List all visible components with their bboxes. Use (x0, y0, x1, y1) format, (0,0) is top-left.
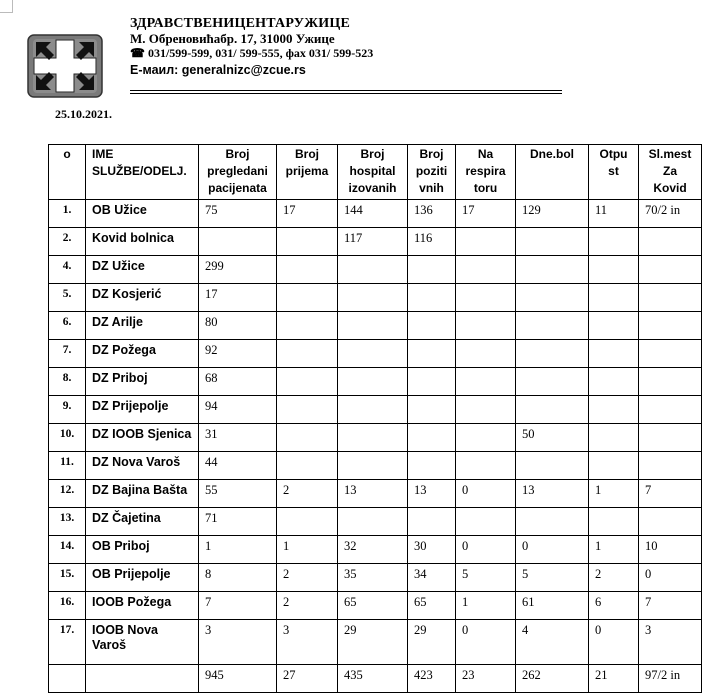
cell-hospitalized (338, 340, 408, 368)
cell-covid-beds: 7 (639, 592, 702, 620)
row-number: 5. (49, 284, 86, 312)
table-row (49, 228, 702, 256)
cell-examined: 68 (199, 368, 277, 396)
cell-covid-beds (639, 396, 702, 424)
cell-examined: 92 (199, 340, 277, 368)
cell-discharged (589, 256, 639, 284)
header-rule (130, 90, 562, 91)
row-service-name: DZ IOOB Sjenica (86, 424, 199, 452)
report-table (48, 144, 702, 693)
cell-hospitalized (338, 368, 408, 396)
cell-admissions (277, 368, 338, 396)
cell-discharged: 2 (589, 564, 639, 592)
cell-admissions (277, 340, 338, 368)
cell-discharged (589, 368, 639, 396)
page-corner-mark (0, 0, 13, 13)
cell-examined: 44 (199, 452, 277, 480)
header-rule-second (130, 93, 562, 94)
cell-respirator (456, 340, 516, 368)
row-service-name: OB Priboj (86, 536, 199, 564)
cell-respirator: 17 (456, 200, 516, 228)
cell-discharged: 0 (589, 620, 639, 665)
org-email: Е-маил: generalnizc@zcue.rs (130, 63, 306, 77)
cell-examined: 299 (199, 256, 277, 284)
cell-examined: 1 (199, 536, 277, 564)
row-number: 16. (49, 592, 86, 620)
col-header-discharged: Otpu st (589, 145, 639, 200)
table-row (49, 536, 702, 564)
cell-discharged: 1 (589, 536, 639, 564)
cell-covid-beds (639, 424, 702, 452)
cell-respirator (456, 368, 516, 396)
cell-admissions (277, 228, 338, 256)
table-row (49, 368, 702, 396)
cell-discharged: 21 (589, 665, 639, 693)
row-number (49, 665, 86, 693)
cell-positive: 136 (408, 200, 456, 228)
row-number: 10. (49, 424, 86, 452)
row-service-name: DZ Užice (86, 256, 199, 284)
cell-hospital-days: 4 (516, 620, 589, 665)
row-service-name: Kovid bolnica (86, 228, 199, 256)
cell-discharged (589, 228, 639, 256)
cell-hospitalized: 144 (338, 200, 408, 228)
cell-examined: 55 (199, 480, 277, 508)
cell-covid-beds: 10 (639, 536, 702, 564)
cell-admissions: 2 (277, 480, 338, 508)
row-service-name: DZ Arilje (86, 312, 199, 340)
col-header-respirator: Na respira toru (456, 145, 516, 200)
table-row (49, 452, 702, 480)
table-row (49, 592, 702, 620)
cell-positive (408, 312, 456, 340)
org-address: М. Обреновићабр. 17, 31000 Ужице (130, 31, 335, 46)
cell-hospital-days (516, 256, 589, 284)
cell-positive (408, 256, 456, 284)
cell-covid-beds (639, 452, 702, 480)
row-number: 15. (49, 564, 86, 592)
col-header-positive: Broj poziti vnih (408, 145, 456, 200)
cell-examined: 71 (199, 508, 277, 536)
row-service-name: DZ Požega (86, 340, 199, 368)
table-row (49, 340, 702, 368)
cell-admissions (277, 424, 338, 452)
cell-hospital-days: 5 (516, 564, 589, 592)
cell-hospital-days (516, 396, 589, 424)
cell-hospitalized (338, 256, 408, 284)
cell-covid-beds (639, 340, 702, 368)
row-service-name: OB Prijepolje (86, 564, 199, 592)
cell-positive (408, 284, 456, 312)
table-row (49, 620, 702, 665)
cell-covid-beds: 3 (639, 620, 702, 665)
row-service-name: DZ Bajina Bašta (86, 480, 199, 508)
document-date: 25.10.2021. (55, 107, 112, 121)
cell-discharged (589, 284, 639, 312)
cell-hospital-days: 13 (516, 480, 589, 508)
cell-examined: 7 (199, 592, 277, 620)
org-phone: ☎ 031/599-599, 031/ 599-555, фах 031/ 599-523 (130, 46, 374, 60)
cell-hospitalized (338, 312, 408, 340)
cell-positive: 29 (408, 620, 456, 665)
cell-hospitalized (338, 424, 408, 452)
cell-admissions: 1 (277, 536, 338, 564)
row-service-name: DZ Priboj (86, 368, 199, 396)
row-service-name: DZ Nova Varoš (86, 452, 199, 480)
cell-discharged: 1 (589, 480, 639, 508)
cell-hospitalized: 35 (338, 564, 408, 592)
cell-admissions (277, 452, 338, 480)
cell-respirator (456, 396, 516, 424)
cell-covid-beds (639, 368, 702, 396)
cell-hospital-days (516, 284, 589, 312)
cell-discharged (589, 452, 639, 480)
cell-covid-beds: 70/2 in (639, 200, 702, 228)
cell-covid-beds (639, 508, 702, 536)
table-row (49, 480, 702, 508)
row-number: 13. (49, 508, 86, 536)
cell-respirator (456, 508, 516, 536)
row-number: 12. (49, 480, 86, 508)
cell-discharged (589, 396, 639, 424)
table-row (49, 200, 702, 228)
cell-covid-beds: 7 (639, 480, 702, 508)
cell-hospitalized: 29 (338, 620, 408, 665)
cell-admissions (277, 284, 338, 312)
cell-hospital-days: 0 (516, 536, 589, 564)
cell-respirator (456, 424, 516, 452)
col-header-admissions: Broj prijema (277, 145, 338, 200)
cell-positive: 34 (408, 564, 456, 592)
row-service-name: IOOB Nova Varoš (86, 620, 199, 665)
cell-respirator (456, 256, 516, 284)
cell-positive: 13 (408, 480, 456, 508)
cell-hospitalized (338, 452, 408, 480)
cell-hospitalized: 117 (338, 228, 408, 256)
table-row (49, 508, 702, 536)
row-number: 8. (49, 368, 86, 396)
cell-admissions: 2 (277, 564, 338, 592)
cell-examined: 17 (199, 284, 277, 312)
row-number: 2. (49, 228, 86, 256)
cell-respirator (456, 228, 516, 256)
cell-admissions (277, 256, 338, 284)
col-header-service: IME SLUŽBE/ODELJ. (86, 145, 199, 200)
cell-hospital-days (516, 312, 589, 340)
row-number: 4. (49, 256, 86, 284)
cell-examined: 945 (199, 665, 277, 693)
cell-examined: 80 (199, 312, 277, 340)
cell-discharged: 6 (589, 592, 639, 620)
cell-respirator: 0 (456, 620, 516, 665)
table-total-row (49, 665, 702, 693)
cell-positive (408, 368, 456, 396)
cell-admissions: 17 (277, 200, 338, 228)
cell-positive: 65 (408, 592, 456, 620)
cell-admissions (277, 312, 338, 340)
cell-discharged (589, 424, 639, 452)
cell-hospitalized (338, 284, 408, 312)
cell-hospitalized (338, 508, 408, 536)
table-row (49, 256, 702, 284)
cell-hospital-days (516, 228, 589, 256)
cell-admissions: 3 (277, 620, 338, 665)
row-number: 6. (49, 312, 86, 340)
col-header-number: o (49, 145, 86, 200)
cell-examined: 8 (199, 564, 277, 592)
cell-discharged (589, 508, 639, 536)
table-row (49, 564, 702, 592)
cell-respirator: 0 (456, 480, 516, 508)
col-header-examined: Broj pregledani pacijenata (199, 145, 277, 200)
cell-hospital-days: 262 (516, 665, 589, 693)
cell-hospital-days (516, 368, 589, 396)
row-service-name: DZ Kosjerić (86, 284, 199, 312)
cell-respirator (456, 452, 516, 480)
row-number: 14. (49, 536, 86, 564)
cell-respirator: 1 (456, 592, 516, 620)
row-number: 11. (49, 452, 86, 480)
cell-positive (408, 452, 456, 480)
cell-examined: 31 (199, 424, 277, 452)
cell-hospitalized (338, 396, 408, 424)
cell-respirator: 0 (456, 536, 516, 564)
cell-hospital-days: 50 (516, 424, 589, 452)
cell-covid-beds: 97/2 in (639, 665, 702, 693)
row-number: 17. (49, 620, 86, 665)
cell-discharged (589, 312, 639, 340)
cell-hospital-days (516, 508, 589, 536)
cell-examined: 3 (199, 620, 277, 665)
row-service-name: IOOB Požega (86, 592, 199, 620)
cell-covid-beds (639, 284, 702, 312)
cell-hospital-days (516, 452, 589, 480)
table-header-row (49, 145, 702, 200)
org-name: ЗДРАВСТВЕНИЦЕНТАРУЖИЦЕ (130, 16, 350, 31)
cell-covid-beds (639, 228, 702, 256)
cell-respirator: 23 (456, 665, 516, 693)
cell-respirator (456, 312, 516, 340)
cell-positive: 423 (408, 665, 456, 693)
cell-covid-beds (639, 256, 702, 284)
row-service-name (86, 665, 199, 693)
cell-hospitalized: 13 (338, 480, 408, 508)
cell-respirator: 5 (456, 564, 516, 592)
row-service-name: OB Užice (86, 200, 199, 228)
cell-covid-beds (639, 312, 702, 340)
cell-hospital-days: 129 (516, 200, 589, 228)
cell-positive (408, 396, 456, 424)
cell-positive: 30 (408, 536, 456, 564)
cell-admissions: 27 (277, 665, 338, 693)
cell-hospitalized: 32 (338, 536, 408, 564)
table-row (49, 424, 702, 452)
cell-covid-beds: 0 (639, 564, 702, 592)
cell-hospital-days: 61 (516, 592, 589, 620)
cell-examined (199, 228, 277, 256)
cell-examined: 75 (199, 200, 277, 228)
cell-respirator (456, 284, 516, 312)
cell-discharged (589, 340, 639, 368)
row-number: 7. (49, 340, 86, 368)
table-row (49, 396, 702, 424)
cell-admissions: 2 (277, 592, 338, 620)
cell-positive (408, 424, 456, 452)
cell-admissions (277, 508, 338, 536)
col-header-hospitalized: Broj hospital izovanih (338, 145, 408, 200)
cell-positive (408, 508, 456, 536)
cell-hospital-days (516, 340, 589, 368)
cell-hospitalized: 65 (338, 592, 408, 620)
letterhead (130, 16, 373, 78)
cell-positive (408, 340, 456, 368)
cell-discharged: 11 (589, 200, 639, 228)
row-number: 1. (49, 200, 86, 228)
row-service-name: DZ Čajetina (86, 508, 199, 536)
col-header-covid-beds: Sl.mest Za Kovid (639, 145, 702, 200)
table-row (49, 284, 702, 312)
table-row (49, 312, 702, 340)
cell-hospitalized: 435 (338, 665, 408, 693)
cell-examined: 94 (199, 396, 277, 424)
row-number: 9. (49, 396, 86, 424)
cell-admissions (277, 396, 338, 424)
row-service-name: DZ Prijepolje (86, 396, 199, 424)
cross-arrows-logo-icon (27, 34, 103, 98)
cell-positive: 116 (408, 228, 456, 256)
col-header-hospital-days: Dne.bol (516, 145, 589, 200)
